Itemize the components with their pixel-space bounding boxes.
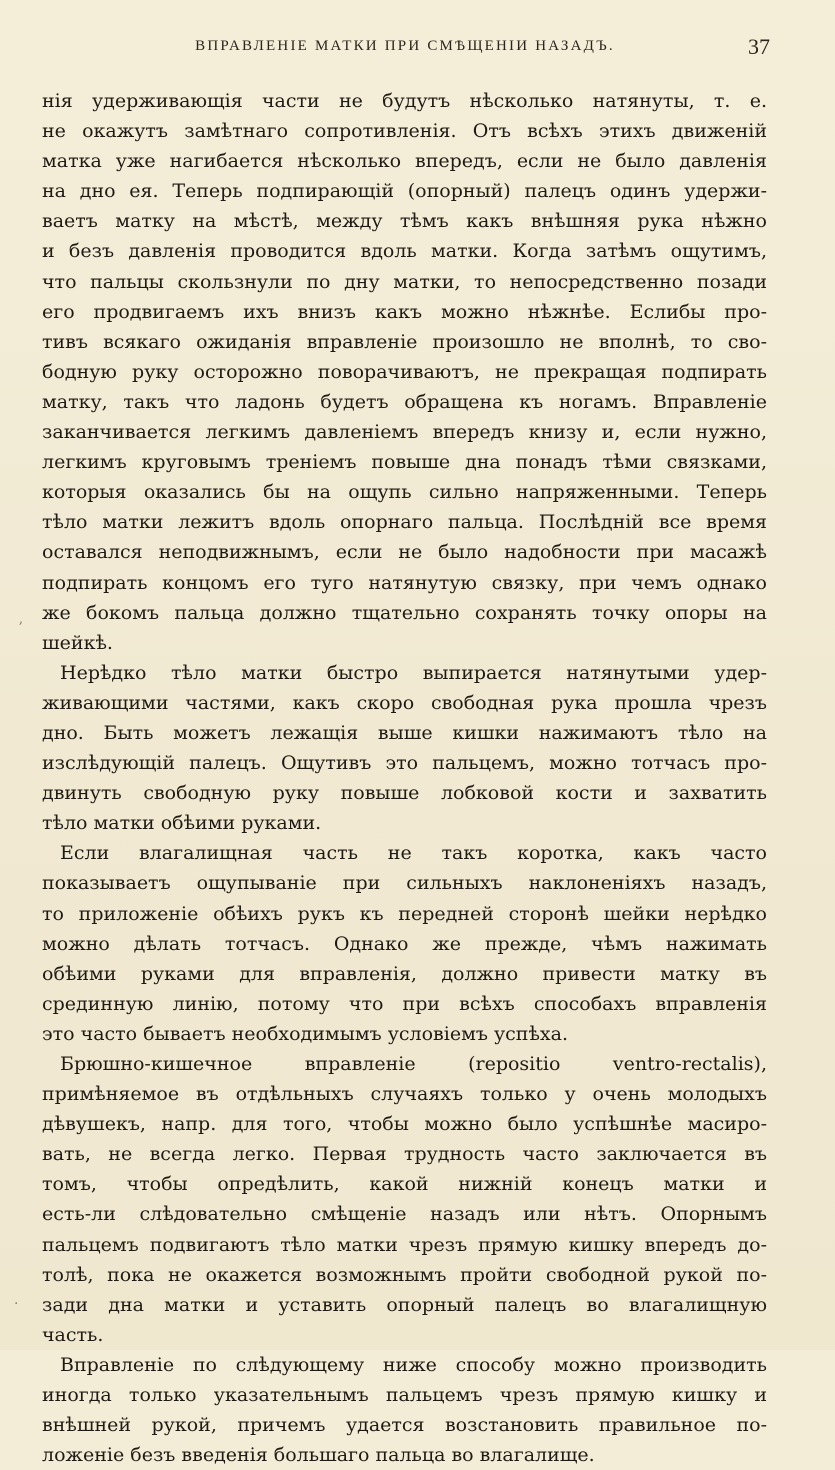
page-header — [40, 34, 770, 64]
text-line: ложеніе безъ введенія большаго пальца во влагалище. — [42, 1444, 595, 1467]
text-line: матку, такъ что ладонь будетъ обращена къ ногамъ. Вправленіе — [42, 390, 767, 413]
running-title: ВПРАВЛЕНІЕ МАТКИ ПРИ СМѢЩЕНІИ НАЗАДЪ. — [195, 38, 615, 54]
text-line: двинуть свободную руку повыше лобковой кости и захватить — [42, 782, 767, 805]
text-line: обѣими руками для вправленія, должно привести матку въ — [42, 962, 767, 985]
text-line: примѣняемое въ отдѣльныхъ случаяхъ только у очень молодыхъ — [42, 1083, 767, 1106]
text-line: то приложеніе обѣихъ рукъ къ передней сторонѣ шейки нерѣдко — [42, 902, 767, 925]
text-line: зади дна матки и уставить опорный палецъ во влагалищную — [42, 1293, 767, 1316]
text-line: изслѣдующій палецъ. Ощутивъ это пальцемъ, можно тотчасъ про- — [42, 752, 767, 775]
text-line: показываетъ ощупываніе при сильныхъ наклоненіяхъ назадъ, — [42, 872, 767, 895]
text-line: подпирать концомъ его туго натянутую связку, при чемъ однако — [42, 571, 767, 594]
text-line: не окажутъ замѣтнаго сопротивленія. Отъ всѣхъ этихъ движеній — [42, 120, 767, 143]
text-line: его продвигаемъ ихъ внизъ какъ можно нѣжнѣе. Еслибы про- — [42, 300, 767, 323]
text-line: внѣшней рукой, причемъ удается возстановить правильное по- — [42, 1414, 767, 1437]
text-line: нія удерживающія части не будутъ нѣсколько натянуты, т. е. — [42, 90, 767, 112]
text-line: живающими частями, какъ скоро свободная рука прошла чрезъ — [42, 691, 767, 714]
text-line: которыя оказались бы на ощупь сильно напряженными. Теперь — [42, 481, 767, 504]
text-line: тѣло матки лежитъ вдоль опорнаго пальца. Послѣдній все время — [42, 511, 767, 534]
text-line: шейкѣ. — [42, 631, 113, 654]
text-line: Брюшно-кишечное вправленіе (repositio ventro-rectalis), — [60, 1053, 767, 1075]
text-line: можно дѣлать тотчасъ. Однако же прежде, чѣмъ нажимать — [42, 932, 767, 955]
text-line: ваетъ матку на мѣстѣ, между тѣмъ какъ внѣшняя рука нѣжно — [42, 210, 767, 233]
text-line: часть. — [42, 1323, 104, 1346]
text-line: толѣ, пока не окажется возможнымъ пройти свободной рукой по- — [42, 1263, 767, 1286]
text-line: матка уже нагибается нѣсколько впередъ, если не было давленія — [42, 150, 767, 173]
text-line: и безъ давленія проводится вдоль матки. Когда затѣмъ ощутимъ, — [42, 240, 767, 263]
text-line: Если влагалищная часть не такъ коротка, какъ часто — [60, 842, 767, 865]
text-line: пальцемъ подвигаютъ тѣло матки чрезъ прямую кишку впередъ до- — [42, 1233, 767, 1256]
text-line: оставался неподвижнымъ, если не было надобности при масажѣ — [42, 541, 767, 564]
text-line: Нерѣдко тѣло матки быстро выпирается натянутыми удер- — [60, 661, 767, 684]
page-number: 37 — [748, 34, 770, 59]
text-line: заканчивается легкимъ давленіемъ впередъ книзу и, если нужно, — [42, 421, 767, 444]
text-line: на дно ея. Теперь подпирающій (опорный) палецъ одинъ удержи- — [42, 180, 767, 203]
text-line: тивъ всякаго ожиданія вправленіе произошло не вполнѣ, то сво- — [42, 330, 767, 353]
text-line: вать, не всегда легко. Первая трудность часто заключается въ — [42, 1143, 767, 1166]
margin-dot: · — [14, 1296, 19, 1312]
margin-mark: ʼ — [18, 620, 23, 636]
text-line: есть-ли слѣдовательно смѣщеніе назадъ или нѣтъ. Опорнымъ — [42, 1203, 767, 1226]
text-line: томъ, чтобы опредѣлить, какой нижній конецъ матки и — [42, 1173, 767, 1196]
text-line: дно. Быть можетъ лежащія выше кишки нажимаютъ тѣло на — [42, 721, 767, 744]
text-line: тѣло матки обѣими руками. — [42, 812, 322, 835]
text-line: же бокомъ пальца должно тщательно сохранять точку опоры на — [42, 601, 767, 624]
body-text — [42, 86, 767, 1470]
text-line: что пальцы скользнули по дну матки, то непосредственно позади — [42, 270, 767, 293]
text-line: Вправленіе по слѣдующему ниже способу можно производить — [60, 1353, 767, 1376]
text-line: иногда только указательнымъ пальцемъ чрезъ прямую кишку и — [42, 1384, 767, 1407]
text-line: это часто бываетъ необходимымъ условіемъ успѣха. — [42, 1022, 569, 1045]
text-line: срединную линію, потому что при всѣхъ способахъ вправленія — [42, 992, 767, 1015]
text-line: легкимъ круговымъ треніемъ повыше дна понадъ тѣми связками, — [42, 451, 767, 474]
text-line: бодную руку осторожно поворачиваютъ, не прекращая подпирать — [42, 360, 767, 383]
text-line: дѣвушекъ, напр. для того, чтобы можно было успѣшнѣе масиро- — [42, 1113, 767, 1136]
